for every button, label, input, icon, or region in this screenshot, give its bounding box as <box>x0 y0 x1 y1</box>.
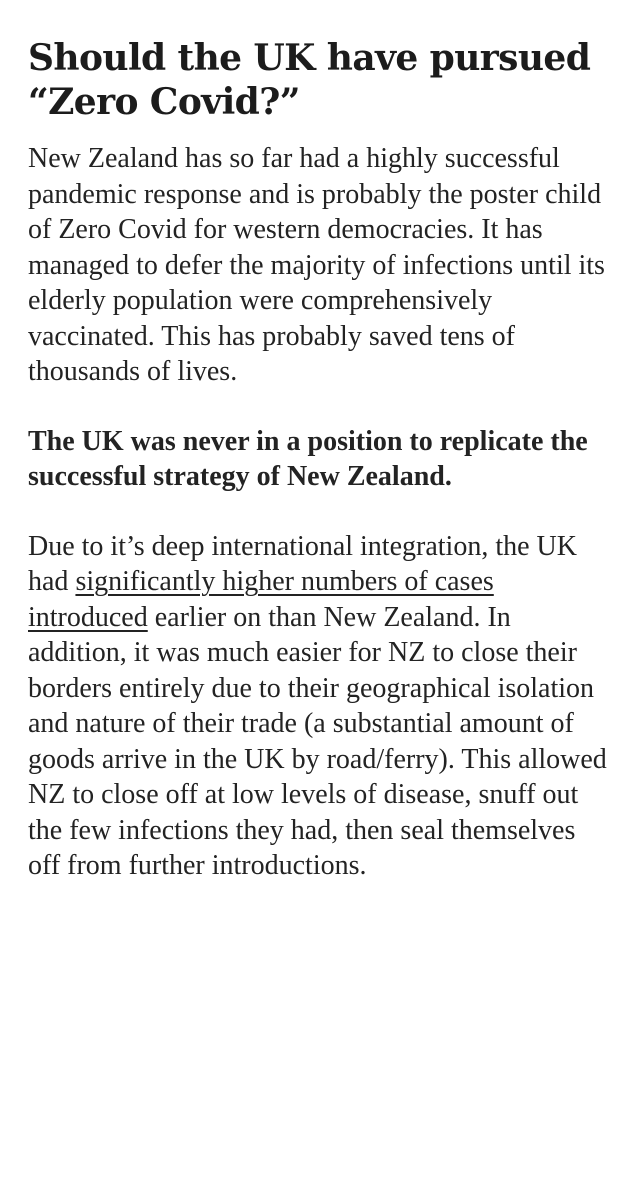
article-title <box>28 0 608 124</box>
paragraph-bold-statement: The UK was never in a position to replicate the successful strategy of New Zealand. <box>28 425 588 492</box>
title-line-1: Should the UK have pursued <box>28 37 591 79</box>
cases-introduced-link[interactable]: significantly higher numbers of cases introduced <box>28 566 494 633</box>
paragraph-intro: New Zealand has so far had a highly successful pandemic response and is probably the poster child of Zero Covid for western democracies. It has managed to defer the majority of infections until its elderly population were comprehensively vaccinated. This has probably saved tens of thousands of lives. <box>28 143 605 387</box>
paragraph-text-after-link: earlier on than New Zealand. In addition, it was much easier for NZ to close their borders entirely due to their geographical isolation and nature of their trade (a substantial amount of goods arrive in the UK by road/ferry). This allowed NZ to close off at low levels of disease, snuff out the few infections they had, then seal themselves off from further introductions. <box>28 601 607 881</box>
paragraph-text-before-link: Due to it’s deep international integration, the UK had <box>28 530 577 597</box>
paragraph-explanation <box>28 529 608 884</box>
title-line-2: “Zero Covid?” <box>28 81 300 123</box>
